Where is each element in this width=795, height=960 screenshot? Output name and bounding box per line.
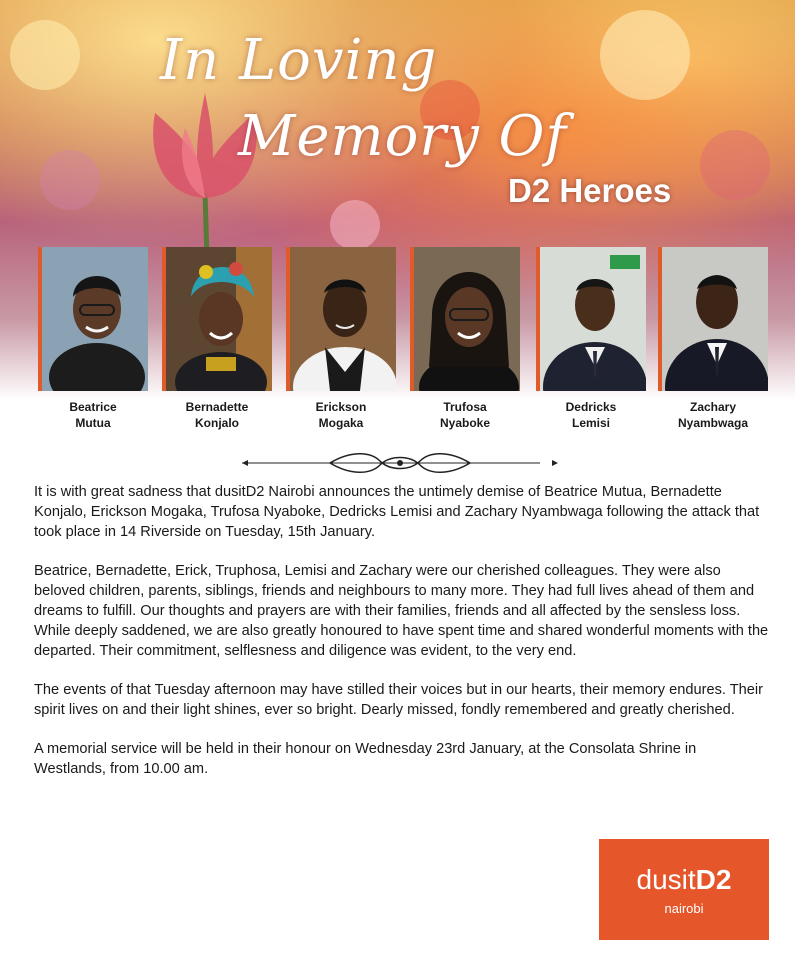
bokeh-light bbox=[330, 200, 380, 250]
paragraph: A memorial service will be held in their honour on Wednesday 23rd January, at the Consolata Shrine in Westlands, from 10.00 am. bbox=[34, 741, 697, 777]
last-name: Lemisi bbox=[571, 416, 610, 430]
first-name: Trufosa bbox=[443, 400, 487, 414]
bokeh-light bbox=[600, 10, 690, 100]
person-name bbox=[276, 399, 406, 431]
first-name: Beatrice bbox=[69, 400, 117, 414]
last-name: Konjalo bbox=[195, 416, 239, 430]
title-line-1: In Loving bbox=[160, 28, 438, 93]
person-name bbox=[28, 399, 158, 431]
last-name: Nyaboke bbox=[439, 416, 491, 430]
person-name bbox=[648, 399, 778, 431]
bokeh-light bbox=[700, 130, 770, 200]
first-name: Bernadette bbox=[185, 400, 249, 414]
logo-bold-text: D2 bbox=[695, 864, 732, 895]
last-name: Mogaka bbox=[318, 416, 364, 430]
announcement-text bbox=[34, 482, 772, 798]
logo-wordmark bbox=[599, 865, 769, 895]
person-name bbox=[152, 399, 282, 431]
paragraph: Beatrice, Bernadette, Erick, Truphosa, Lemisi and Zachary were our cherished colleagues. They were also beloved children, parents, siblings, friends and neighbours to many more. They had full lives ahead of them and dreams to fulfill. Our thoughts and prayers are with their families, friends and all affected by the sensless loss. While deeply saddened, we are also greatly honoured to have spent time and shared wonderful moments with the departed. Their commitment, selflesness and diligence was evident, to the very end. bbox=[34, 563, 769, 659]
paragraph: The events of that Tuesday afternoon may have stilled their voices but in our hearts, their memory endures. Their spirit lives on and their light shines, ever so bright. Dearly missed, fondly remembered and greatly cherished. bbox=[34, 682, 763, 718]
dusitd2-logo bbox=[599, 839, 769, 940]
first-name: Zachary bbox=[689, 400, 737, 414]
portrait-photo bbox=[536, 247, 646, 391]
person-name bbox=[400, 399, 530, 431]
portrait-photo bbox=[286, 247, 396, 391]
logo-light-text: dusit bbox=[636, 864, 696, 895]
bokeh-light bbox=[40, 150, 100, 210]
paragraph: It is with great sadness that dusitD2 Nairobi announces the untimely demise of Beatrice Mutua, Bernadette Konjalo, Erickson Mogaka, Trufosa Nyaboke, Dedricks Lemisi and Zachary Nyambwaga following the attack that took place in 14 Riverside on Tuesday, 15th January. bbox=[34, 484, 760, 540]
last-name: Nyambwaga bbox=[677, 416, 749, 430]
bokeh-light bbox=[10, 20, 80, 90]
first-name: Erickson bbox=[315, 400, 367, 414]
logo-subtext: nairobi bbox=[664, 901, 704, 916]
portrait-photo bbox=[38, 247, 148, 391]
first-name: Dedricks bbox=[565, 400, 617, 414]
portrait-photo bbox=[658, 247, 768, 391]
portrait-photo bbox=[410, 247, 520, 391]
title-line-2: Memory Of bbox=[238, 104, 568, 169]
portrait-photo bbox=[162, 247, 272, 391]
person-name bbox=[526, 399, 656, 431]
subtitle-d2-heroes: D2 Heroes bbox=[508, 172, 672, 209]
divider-ornament bbox=[240, 451, 560, 475]
last-name: Mutua bbox=[75, 416, 111, 430]
